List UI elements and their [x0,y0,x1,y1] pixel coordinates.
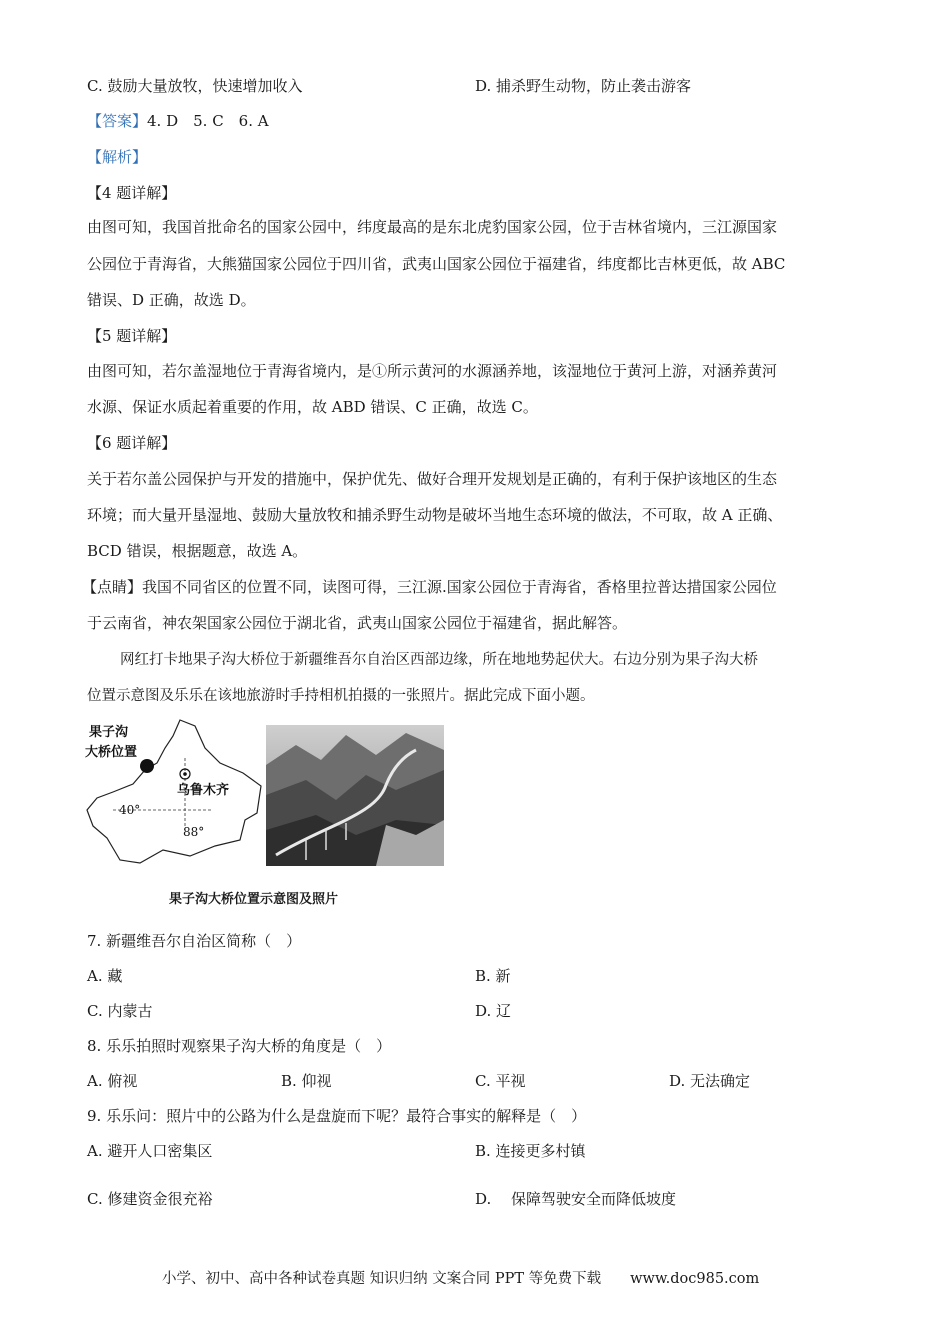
q6-option-c: C. 鼓励大量放牧，快速增加收入 [87,77,303,95]
q8-option-a: A. 俯视 [87,1072,138,1090]
tip-tag: 【点睛】 [82,578,143,596]
answer-tag: 【答案】 [87,112,148,130]
map-label-line-1: 果子沟 [89,725,129,740]
tip-line-1 [82,577,777,597]
city-label: 乌鲁木齐 [177,783,230,798]
q9-option-c: C. 修建资金很充裕 [87,1190,213,1208]
q5-line-1: 由图可知，若尔盖湿地位于青海省境内，是①所示黄河的水源涵养地，该湿地位于黄河上游，对涵养黄河 [87,362,778,380]
tip-text-1: 我国不同省区的位置不同，读图可得，三江源.国家公园位于青海省，香格里拉普达措国家公园位 [142,578,777,596]
q8-option-d: D. 无法确定 [669,1072,751,1090]
q8-stem: 8. 乐乐拍照时观察果子沟大桥的角度是（ ） [87,1037,392,1055]
figure-caption: 果子沟大桥位置示意图及照片 [169,892,339,907]
q7-option-b: B. 新 [475,967,511,985]
q7-stem: 7. 新疆维吾尔自治区简称（ ） [87,932,302,950]
q6-line-3: BCD 错误，根据题意，故选 A。 [87,542,308,560]
answer-text: 4. D 5. C 6. A [147,112,269,130]
intro-line-1: 网红打卡地果子沟大桥位于新疆维吾尔自治区西部边缘，所在地地势起伏大。右边分别为果子沟大桥 [120,652,758,668]
q5-line-2: 水源、保证水质起着重要的作用，故 ABD 错误、C 正确，故选 C。 [87,398,538,416]
q8-option-c: C. 平视 [475,1072,526,1090]
bridge-photo [266,725,444,866]
q9-option-d: D. 保障驾驶安全而降低坡度 [475,1190,677,1208]
q4-tag: 【4 题详解】 [87,184,177,202]
latitude-label: 40° [119,803,141,817]
q4-line-2: 公园位于青海省，大熊猫国家公园位于四川省，武夷山国家公园位于福建省，纬度都比吉林更低，故 ABC [87,255,786,273]
longitude-label: 88° [183,825,205,839]
q8-option-b: B. 仰视 [281,1072,332,1090]
q7-option-a: A. 藏 [87,967,123,985]
map-label-line-2: 大桥位置 [85,745,138,760]
bridge-location-dot [140,759,154,773]
q5-tag: 【5 题详解】 [87,327,177,345]
intro-line-2: 位置示意图及乐乐在该地旅游时手持相机拍摄的一张照片。据此完成下面小题。 [87,688,595,704]
xinjiang-location-map [85,718,263,868]
page-footer: 小学、初中、高中各种试卷真题 知识归纳 文案合同 PPT 等免费下载 www.doc985.com [162,1271,760,1287]
capital-symbol-inner [183,772,187,776]
q7-option-d: D. 辽 [475,1002,512,1020]
q9-stem: 9. 乐乐问：照片中的公路为什么是盘旋而下呢？最符合事实的解释是（ ） [87,1107,587,1125]
xinjiang-outline [87,720,261,863]
analysis-tag: 【解析】 [87,148,148,166]
q4-line-3: 错误、D 正确，故选 D。 [87,291,256,309]
q4-line-1: 由图可知，我国首批命名的国家公园中，纬度最高的是东北虎豹国家公园，位于吉林省境内，三江源国家 [87,218,778,236]
q6-tag: 【6 题详解】 [87,434,177,452]
q6-line-1: 关于若尔盖公园保护与开发的措施中，保护优先、做好合理开发规划是正确的，有利于保护该地区的生态 [87,470,778,488]
q6-line-2: 环境；而大量开垦湿地、鼓励大量放牧和捕杀野生动物是破坏当地生态环境的做法，不可取，故 A 正确、 [87,506,783,524]
q7-option-c: C. 内蒙古 [87,1002,153,1020]
answer-line [87,111,269,131]
q9-option-b: B. 连接更多村镇 [475,1142,586,1160]
q9-option-a: A. 避开人口密集区 [87,1142,213,1160]
tip-line-2: 于云南省，神农架国家公园位于湖北省，武夷山国家公园位于福建省，据此解答。 [87,614,628,632]
q6-option-d: D. 捕杀野生动物，防止袭击游客 [475,77,692,95]
